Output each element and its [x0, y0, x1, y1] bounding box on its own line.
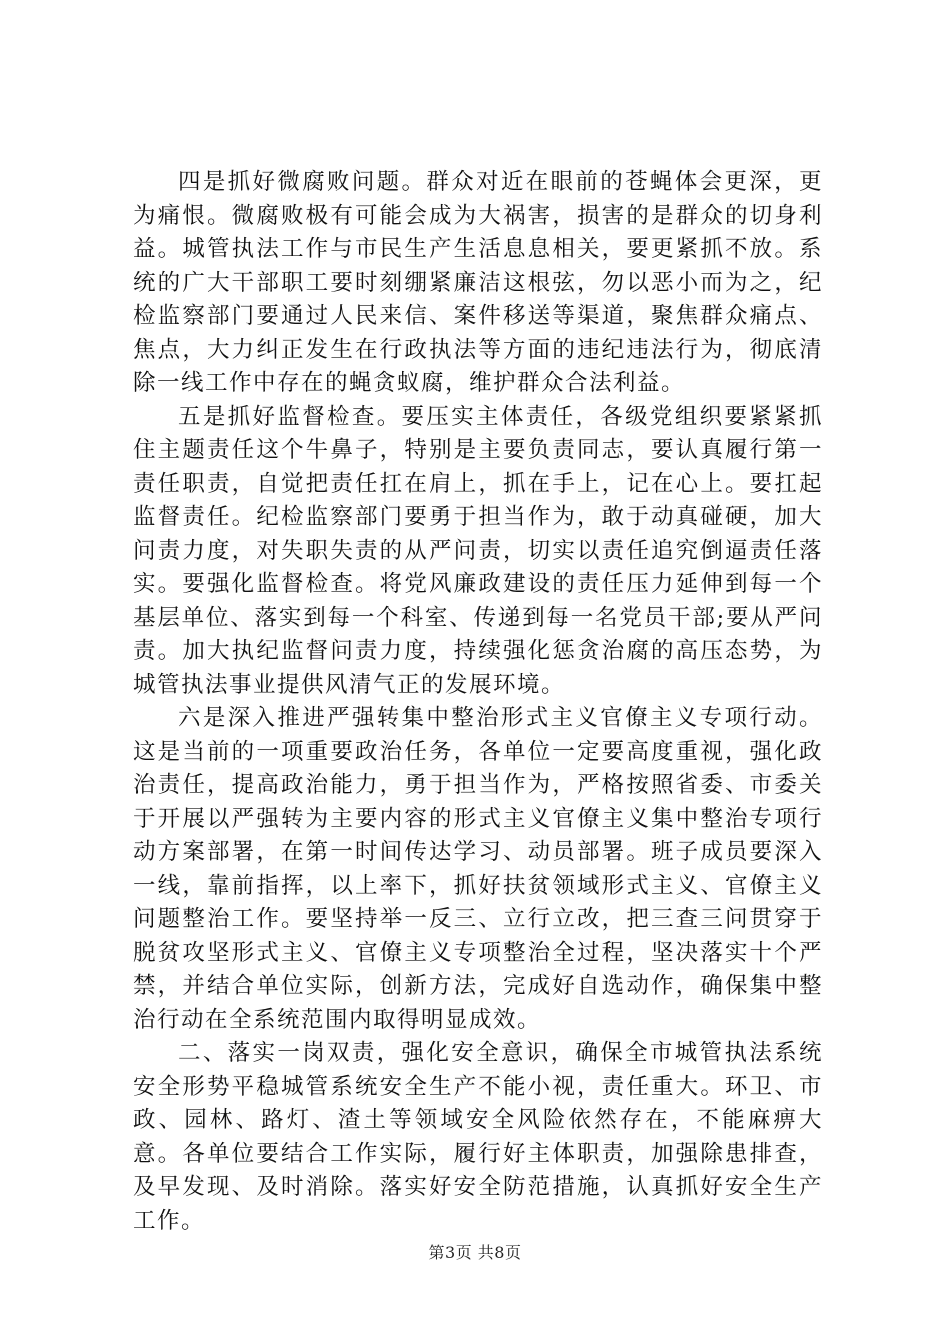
document-body [133, 166, 823, 1238]
paragraph-supervision: 五是抓好监督检查。要压实主体责任，各级党组织要紧紧抓住主题责任这个牛鼻子，特别是主要负责同志，要认真履行第一责任职责，自觉把责任扛在肩上，抓在手上，记在心上。要扛起监督责任。纪检监察部门要勇于担当作为，敢于动真碰硬，加大问责力度，对失职失责的从严问责，切实以责任追究倒逼责任落实。要强化监督检查。将党风廉政建设的责任压力延伸到每一个基层单位、落实到每一个科室、传递到每一名党员干部;要从严问责。加大执纪监督问责力度，持续强化惩贪治腐的高压态势，为城管执法事业提供风清气正的发展环境。 [133, 403, 823, 698]
page-number: 第3页 共8页 [428, 1243, 522, 1262]
paragraph-micro-corruption: 四是抓好微腐败问题。群众对近在眼前的苍蝇体会更深，更为痛恨。微腐败极有可能会成为大祸害，损害的是群众的切身利益。城管执法工作与市民生产生活息息相关，要更紧抓不放。系统的广大干部职工要时刻绷紧廉洁这根弦，勿以恶小而为之，纪检监察部门要通过人民来信、案件移送等渠道，聚焦群众痛点、焦点，大力纠正发生在行政执法等方面的违纪违法行为，彻底清除一线工作中存在的蝇贪蚁腐，维护群众合法利益。 [133, 169, 823, 396]
paragraph-safety-responsibility: 二、落实一岗双责，强化安全意识，确保全市城管执法系统安全形势平稳城管系统安全生产不能小视，责任重大。环卫、市政、园林、路灯、渣土等领域安全风险依然存在，不能麻痹大意。各单位要结合工作实际，履行好主体职责，加强除患排查，及早发现、及时消除。落实好安全防范措施，认真抓好安全生产工作。 [133, 1040, 823, 1234]
paragraph-formalism-campaign: 六是深入推进严强转集中整治形式主义官僚主义专项行动。这是当前的一项重要政治任务，各单位一定要高度重视，强化政治责任，提高政治能力，勇于担当作为，严格按照省委、市委关于开展以严强转为主要内容的形式主义官僚主义集中整治专项行动方案部署，在第一时间传达学习、动员部署。班子成员要深入一线，靠前指挥，以上率下，抓好扶贫领域形式主义、官僚主义问题整治工作。要坚持举一反三、立行立改，把三查三问贯穿于脱贫攻坚形式主义、官僚主义专项整治全过程，坚决落实十个严禁，并结合单位实际，创新方法，完成好自选动作，确保集中整治行动在全系统范围内取得明显成效。 [133, 705, 823, 1033]
page-footer [0, 1240, 950, 1263]
